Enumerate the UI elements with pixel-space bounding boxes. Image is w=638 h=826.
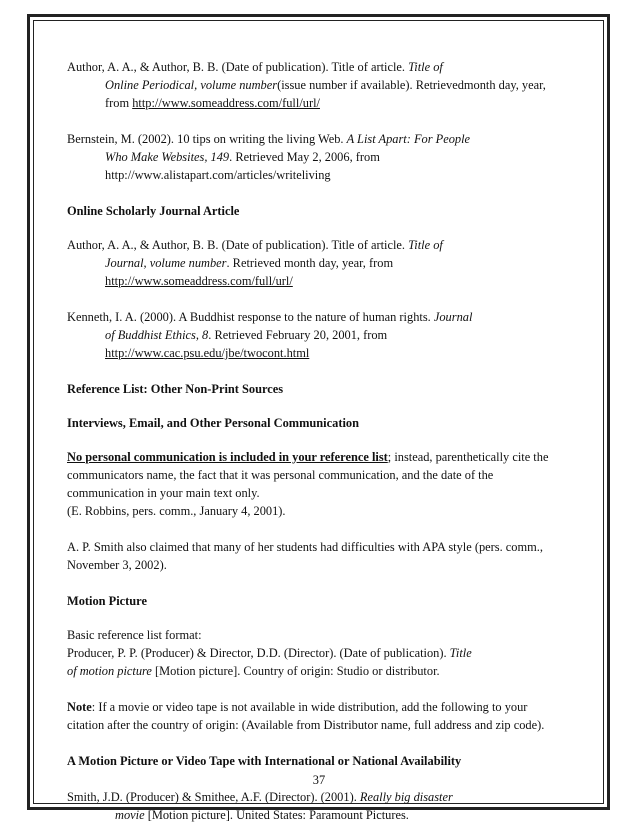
reference-entry-kenneth: Kenneth, I. A. (2000). A Buddhist response to the nature of human rights. Journal of Buddhist Ethics, 8. Retrieved February 20, 2001, from http://www.cac.psu.edu/jbe/twocont.html [67, 310, 473, 360]
smith-paragraph: A. P. Smith also claimed that many of her students had difficulties with APA style (pers. comm., November 3, 2002). [67, 540, 543, 572]
url-link[interactable]: http://www.someaddress.com/full/url/ [105, 274, 293, 288]
heading-non-print: Reference List: Other Non-Print Sources [67, 382, 284, 396]
reference-entry-generic-journal: Author, A. A., & Author, B. B. (Date of publication). Title of article. Title of Journal, volume number. Retrieved month day, year, from http://www.someaddress.com/full/url/ [67, 238, 443, 288]
heading-online-journal: Online Scholarly Journal Article [67, 204, 240, 218]
reference-entry-smith-movie: Smith, J.D. (Producer) & Smithee, A.F. (Director). (2001). Really big disaster movie [Motion picture]. United States: Paramount Pictures. [67, 790, 453, 822]
motion-picture-format: Basic reference list format: Producer, P. P. (Producer) & Director, D.D. (Director). (Date of publication). Title of motion picture [Motion picture]. Country of origin: Studio or distributor. [67, 628, 472, 678]
heading-interviews: Interviews, Email, and Other Personal Communication [67, 416, 359, 430]
reference-entry-generic-periodical: Author, A. A., & Author, B. B. (Date of publication). Title of article. Title of Online Periodical, volume number(issue number if available). Retrievedmonth day, year, from http://www.someaddress.com/full/url/ [67, 60, 546, 110]
page-number: 37 [312, 773, 326, 787]
url-link[interactable]: http://www.someaddress.com/full/url/ [132, 96, 320, 110]
personal-communication-paragraph: No personal communication is included in your reference list; instead, parenthetically cite the communicators name, the fact that it was personal communication, and the date of the communication in your main text only. (E. Robbins, pers. comm., January 4, 2001). [67, 450, 549, 518]
reference-entry-bernstein: Bernstein, M. (2002). 10 tips on writing the living Web. A List Apart: For People Who Make Websites, 149. Retrieved May 2, 2006, from http://www.alistapart.com/articles/writeliving [67, 130, 575, 184]
page-content [67, 58, 575, 824]
url-text: http://www.alistapart.com/articles/writeliving [105, 168, 331, 182]
heading-motion-picture: Motion Picture [67, 594, 147, 608]
note-paragraph: Note: If a movie or video tape is not available in wide distribution, add the following to your citation after the country of origin: (Available from Distributor name, full address and zip code). [67, 700, 545, 732]
heading-motion-intl: A Motion Picture or Video Tape with International or National Availability [67, 754, 462, 768]
url-link[interactable]: http://www.cac.psu.edu/jbe/twocont.html [105, 346, 310, 360]
